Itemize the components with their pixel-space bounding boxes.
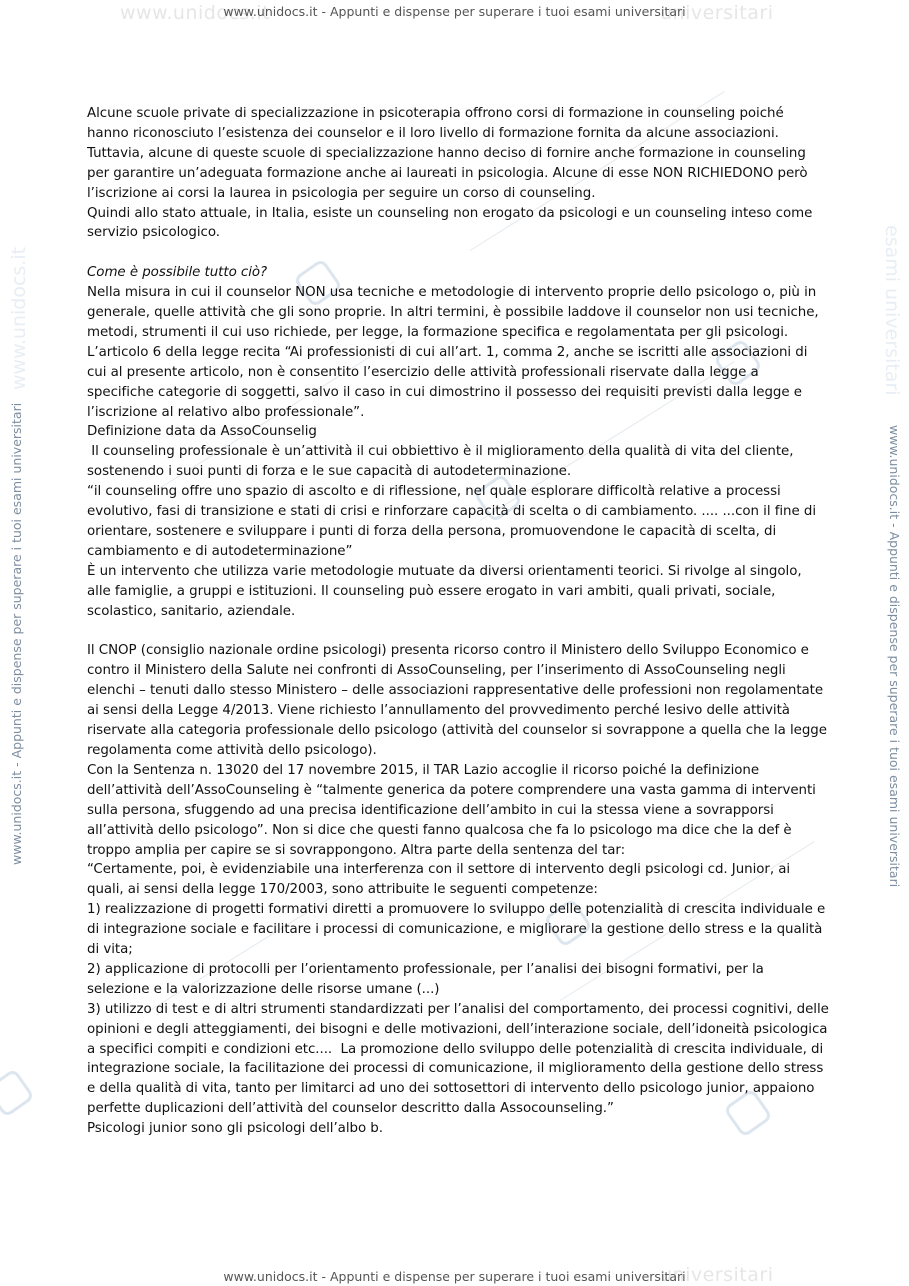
- blank-line: [87, 622, 829, 642]
- footer-watermark-ghost: universitari: [660, 1264, 774, 1286]
- paragraph: Quindi allo stato attuale, in Italia, esiste un counseling non erogato da psicologi e un counseling inteso come servizio psicologico.: [87, 205, 813, 241]
- watermark-logo-icon: [0, 1068, 35, 1118]
- paragraph: Con la Sentenza n. 13020 del 17 novembre 2015, il TAR Lazio accoglie il ricorso poiché la definizione dell’attività dell’AssoCounseling è “talmente generica da potere comprendere una vasta gamma di interventi sulla persona, sfuggendo ad una precisa identificazione dell’ambito in cui la stessa viene a sovrapporsi all’attività dello psicologo”. Non si dice che questi fanno qualcosa che fa lo psicologo ma dice che la def è troppo amplia per capire se si sovrappongono. Altra parte della sentenza del tar:: [87, 762, 816, 858]
- document-body: [87, 104, 834, 1139]
- paragraph: Il counseling professionale è un’attività il cui obbiettivo è il miglioramento della qualità di vita del cliente, sostenendo i suoi punti di forza e le sue capacità di autodeterminazione.: [87, 444, 798, 480]
- list-item: 1) realizzazione di progetti formativi diretti a promuovere lo sviluppo delle potenzialità di crescita individuale e di integrazione sociale e facilitare i processi di comunicazione, e migliorare la gestione dello stress e la qualità di vita;: [87, 902, 826, 958]
- right-watermark: www.unidocs.it - Appunti e dispense per superare i tuoi esami universitari: [887, 425, 902, 888]
- footer-watermark: www.unidocs.it - Appunti e dispense per superare i tuoi esami universitari: [223, 1269, 686, 1284]
- paragraph: “Certamente, poi, è evidenziabile una interferenza con il settore di intervento degli psicologi cd. Junior, ai quali, ai sensi della legge 170/2003, sono attribuite le seguenti competenze:: [87, 862, 791, 898]
- paragraph: È un intervento che utilizza varie metodologie mutuate da diversi orientamenti teorici. Si rivolge al singolo, alle famiglie, a gruppi e istituzioni. Il counseling può essere erogato in vari ambiti, quali privati, sociale, scolastico, sanitario, aziendale.: [87, 563, 802, 619]
- section-question: Come è possibile tutto ciò?: [87, 265, 268, 281]
- header-watermark: www.unidocs.it - Appunti e dispense per superare i tuoi esami universitari: [223, 4, 686, 19]
- right-watermark-ghost: esami universitari: [881, 225, 903, 396]
- paragraph: Psicologi junior sono gli psicologi dell’albo b.: [87, 1121, 383, 1137]
- blank-line: [87, 243, 829, 263]
- list-item: 3) utilizzo di test e di altri strumenti standardizzati per l’analisi del comportamento, dei processi cognitivi, delle opinioni e degli atteggiamenti, dei bisogni e delle motivazioni, dell’interazione sociale, dell’idoneità psicologica a specifici compiti e condizioni etc.... La promozione dello sviluppo delle potenzialità di crescita individuale, di integrazione sociale, la facilitazione dei processi di comunicazione, il miglioramento della gestione dello stress e della qualità di vita, tanto per limitarci ad uno dei sottosettori di intervento dello psicologo junior, appaiono perfette duplicazioni dell’attività del counselor descritto dalla Assocounseling.”: [87, 1001, 834, 1117]
- paragraph: Nella misura in cui il counselor NON usa tecniche e metodologie di intervento proprie dello psicologo o, più in generale, quelle attività che gli sono proprie. In altri termini, è possibile laddove il counselor non usi tecniche, metodi, strumenti il cui uso richiede, per legge, la formazione specifica e regolamentata per gli psicologi.: [87, 285, 819, 340]
- header-watermark-ghost: universitari: [660, 2, 774, 24]
- paragraph: L’articolo 6 della legge recita “Ai professionisti di cui all’art. 1, comma 2, anche se iscritti alle associazioni di cui al presente articolo, non è consentito l’esercizio delle attività professionali riservate dalla legge a specifiche categorie di soggetti, salvo il caso in cui dimostrino il possesso dei requisiti previsti dalla legge e l’iscrizione al relativo albo professionale”.: [87, 344, 808, 420]
- paragraph: Il CNOP (consiglio nazionale ordine psicologi) presenta ricorso contro il Ministero dello Sviluppo Economico e contro il Ministero della Salute nei confronti di AssoCounseling, per l’inserimento di AssoCounseling negli elenchi – tenuti dallo stesso Ministero – delle associazioni rappresentative delle professioni non regolamentate ai sensi della Legge 4/2013. Viene richiesto l’annullamento del provvedimento perché lesivo delle attività riservate alla categoria professionale dello psicologo (attività del counselor si sovrappone a quella che la legge regolamenta come attività dello psicologo).: [87, 643, 827, 758]
- list-item: 2) applicazione di protocolli per l’orientamento professionale, per l’analisi dei bisogni formativi, per la selezione e la valorizzazione delle risorse umane (...): [87, 961, 764, 997]
- paragraph: Definizione data da AssoCounselig: [87, 424, 317, 440]
- paragraph: Alcune scuole private di specializzazione in psicoterapia offrono corsi di formazione in counseling poiché hanno riconosciuto l’esistenza dei counselor e il loro livello di formazione fornita da alcune associazioni. Tuttavia, alcune di queste scuole di specializzazione hanno deciso di fornire anche formazione in counseling per garantire un’adeguata formazione anche ai laureati in psicologia. Alcune di esse NON RICHIEDONO però l’iscrizione ai corsi la laurea in psicologia per seguire un corso di counseling.: [87, 106, 808, 201]
- paragraph: “il counseling offre uno spazio di ascolto e di riflessione, nel quale esplorare difficoltà relative a processi evolutivo, fasi di transizione e stati di crisi e rinforzare capacità di scelta o di cambiamento. .... ...con il fine di orientare, sostenere e sviluppare i punti di forza della persona, promuovendone le capacità di scelta, di cambiamento e di autodeterminazione”: [87, 484, 817, 559]
- header-watermark-ghost: www.unidocs.it: [120, 2, 271, 24]
- left-watermark: www.unidocs.it - Appunti e dispense per superare i tuoi esami universitari: [9, 402, 24, 865]
- left-watermark-ghost: www.unidocs.it: [8, 246, 30, 390]
